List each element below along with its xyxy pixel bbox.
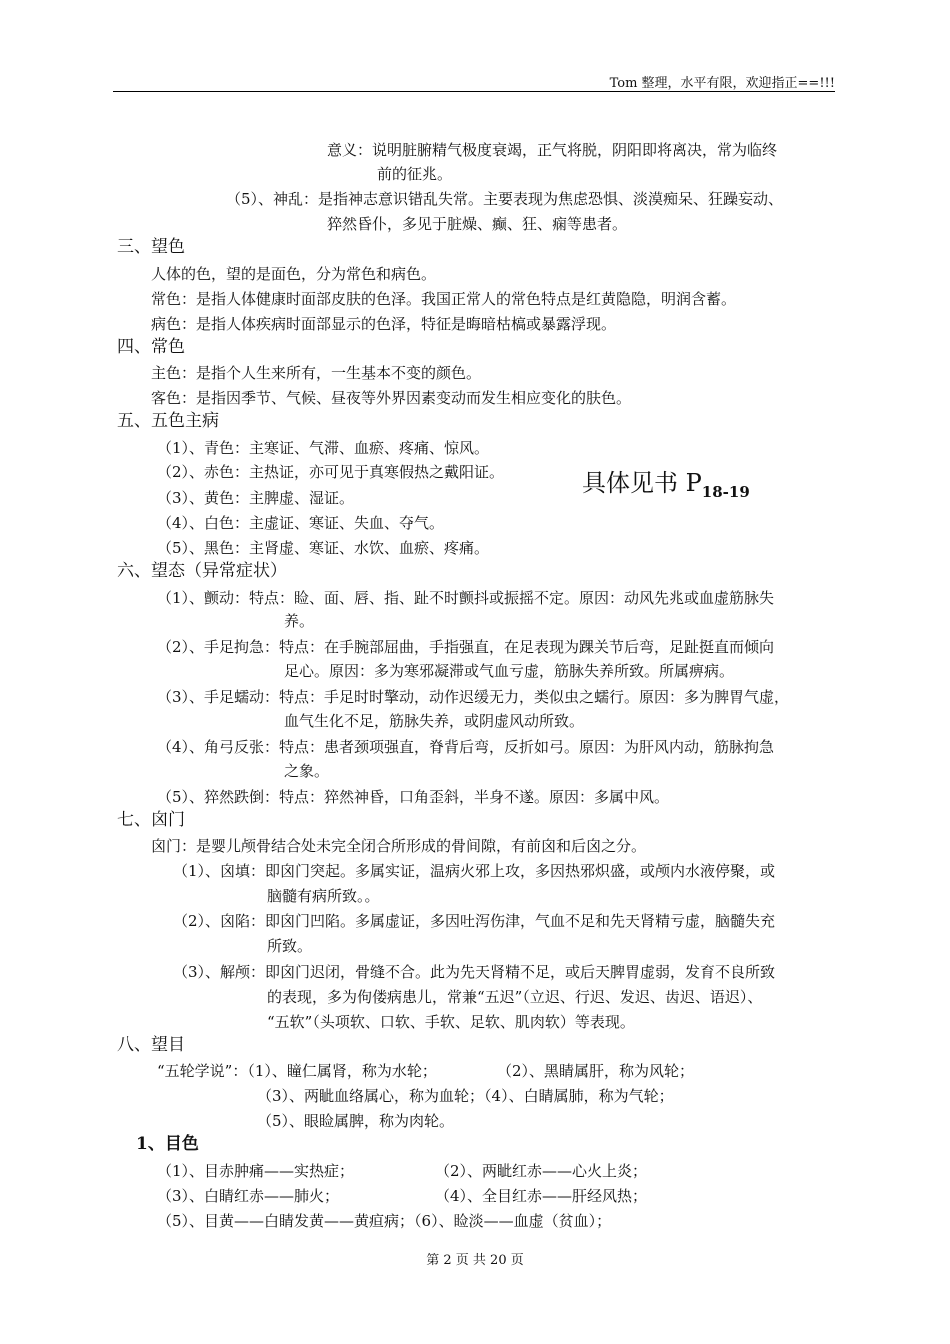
- list-item: （3）、解颅：即囟门迟闭，骨缝不合。此为先天肾精不足，或后天脾胃虚弱，发育不良所致: [173, 963, 776, 981]
- text-line: “五轮学说”：（1）、瞳仁属肾，称为水轮；: [157, 1062, 437, 1080]
- text-line: （3）、两眦血络属心，称为血轮；（4）、白睛属肺，称为气轮；: [257, 1087, 674, 1105]
- text-line: 的表现，多为佝偻病患儿，常兼“五迟”（立迟、行迟、发迟、齿迟、语迟）、: [267, 988, 763, 1006]
- section-heading: 八、望目: [117, 1035, 185, 1055]
- text-line: 囟门：是婴儿颅骨结合处未完全闭合所形成的骨间隙，有前囟和后囟之分。: [151, 837, 647, 855]
- list-item: （1）、青色：主寒证、气滞、血瘀、疼痛、惊风。: [157, 439, 490, 457]
- list-item: （3）、黄色：主脾虚、湿证。: [157, 489, 355, 507]
- subsection-heading: 1、目色: [136, 1134, 199, 1154]
- list-item: （4）、白色：主虚证、寒证、失血、夺气。: [157, 514, 445, 532]
- section-heading: 五、五色主病: [117, 411, 219, 431]
- text-line: 血气生化不足，筋脉失养，或阴虚风动所致。: [284, 712, 585, 730]
- page-footer: 第 2 页 共 20 页: [426, 1253, 524, 1268]
- list-item: （2）、两眦红赤——心火上炎；: [435, 1162, 648, 1180]
- text-line: “五软”（头项软、口软、手软、足软、肌肉软）等表现。: [267, 1013, 635, 1031]
- text-line: 猝然昏仆，多见于脏燥、癫、狂、痫等患者。: [327, 215, 628, 233]
- text-line: 常色：是指人体健康时面部皮肤的色泽。我国正常人的常色特点是红黄隐隐，明润含蓄。: [151, 290, 737, 308]
- header-rule: [113, 91, 835, 92]
- text-line: 主色：是指个人生来所有，一生基本不变的颜色。: [151, 364, 482, 382]
- text-line: 之象。: [284, 762, 330, 780]
- text-line: 客色：是指因季节、气候、昼夜等外界因素变动而发生相应变化的肤色。: [151, 389, 632, 407]
- section-heading: 四、常色: [117, 337, 185, 357]
- list-item: （1）、颤动：特点：睑、面、唇、指、趾不时颤抖或振摇不定。原因：动风先兆或血虚筋脉失: [157, 589, 775, 607]
- reference-note-pages: 18-19: [701, 483, 750, 501]
- list-item: （4）、角弓反张：特点：患者颈项强直，脊背后弯，反折如弓。原因：为肝风内动，筋脉拘急: [157, 738, 775, 756]
- section-heading: 六、望态（异常症状）: [117, 561, 287, 581]
- reference-note-text: 具体见书 P: [582, 469, 702, 497]
- list-item: （2）、赤色：主热证，亦可见于真寒假热之戴阳证。: [157, 463, 505, 481]
- list-item: （3）、手足蠕动：特点：手足时时擎动，动作迟缓无力，类似虫之蠕行。原因：多为脾胃气虚，: [157, 688, 790, 706]
- text-line: 脑髓有病所致。。: [267, 887, 380, 905]
- text-line: 人体的色，望的是面色，分为常色和病色。: [151, 265, 437, 283]
- list-item: （5）、目黄——白睛发黄——黄疸病；（6）、睑淡——血虚（贫血）；: [157, 1212, 612, 1230]
- text-line: （2）、黑睛属肝，称为风轮；: [497, 1062, 695, 1080]
- page-header: Tom 整理，水平有限，欢迎指正==!!!: [609, 76, 835, 91]
- list-item: （2）、手足拘急：特点：在手腕部屈曲，手指强直，在足表现为踝关节后弯，足趾挺直而倾向: [157, 638, 775, 656]
- list-item: （5）、黑色：主肾虚、寒证、水饮、血瘀、疼痛。: [157, 539, 490, 557]
- list-item: （1）、囟填：即囟门突起。多属实证，温病火邪上攻，多因热邪炽盛，或颅内水液停聚，或: [173, 862, 776, 880]
- text-line: 前的征兆。: [377, 165, 453, 183]
- text-line: 足心。原因：多为寒邪凝滞或气血亏虚，筋脉失养所致。所属痹病。: [284, 662, 735, 680]
- text-line: 意义：说明脏腑精气极度衰竭，正气将脱，阴阳即将离决，常为临终: [327, 141, 778, 159]
- list-item: （3）、白睛红赤——肺火；: [157, 1187, 340, 1205]
- list-item: （5）、猝然跌倒：特点：猝然神昏，口角歪斜，半身不遂。原因：多属中风。: [157, 788, 670, 806]
- list-item: （4）、全目红赤——肝经风热；: [435, 1187, 648, 1205]
- section-heading: 三、望色: [117, 237, 185, 257]
- reference-note: [582, 468, 750, 507]
- text-line: 养。: [284, 612, 315, 630]
- text-line: （5）、眼睑属脾，称为肉轮。: [257, 1112, 455, 1130]
- section-heading: 七、囟门: [117, 810, 185, 830]
- text-line: 所致。: [267, 937, 313, 955]
- list-item: （1）、目赤肿痛——实热症；: [157, 1162, 355, 1180]
- list-item: （2）、囟陷：即囟门凹陷。多属虚证，多因吐泻伤津，气血不足和先天肾精亏虚，脑髓失充: [173, 912, 776, 930]
- text-line: （5）、神乱：是指神志意识错乱失常。主要表现为焦虑恐惧、淡漠痴呆、狂躁妄动、: [226, 190, 784, 208]
- text-line: 病色：是指人体疾病时面部显示的色泽，特征是晦暗枯槁或暴露浮现。: [151, 315, 617, 333]
